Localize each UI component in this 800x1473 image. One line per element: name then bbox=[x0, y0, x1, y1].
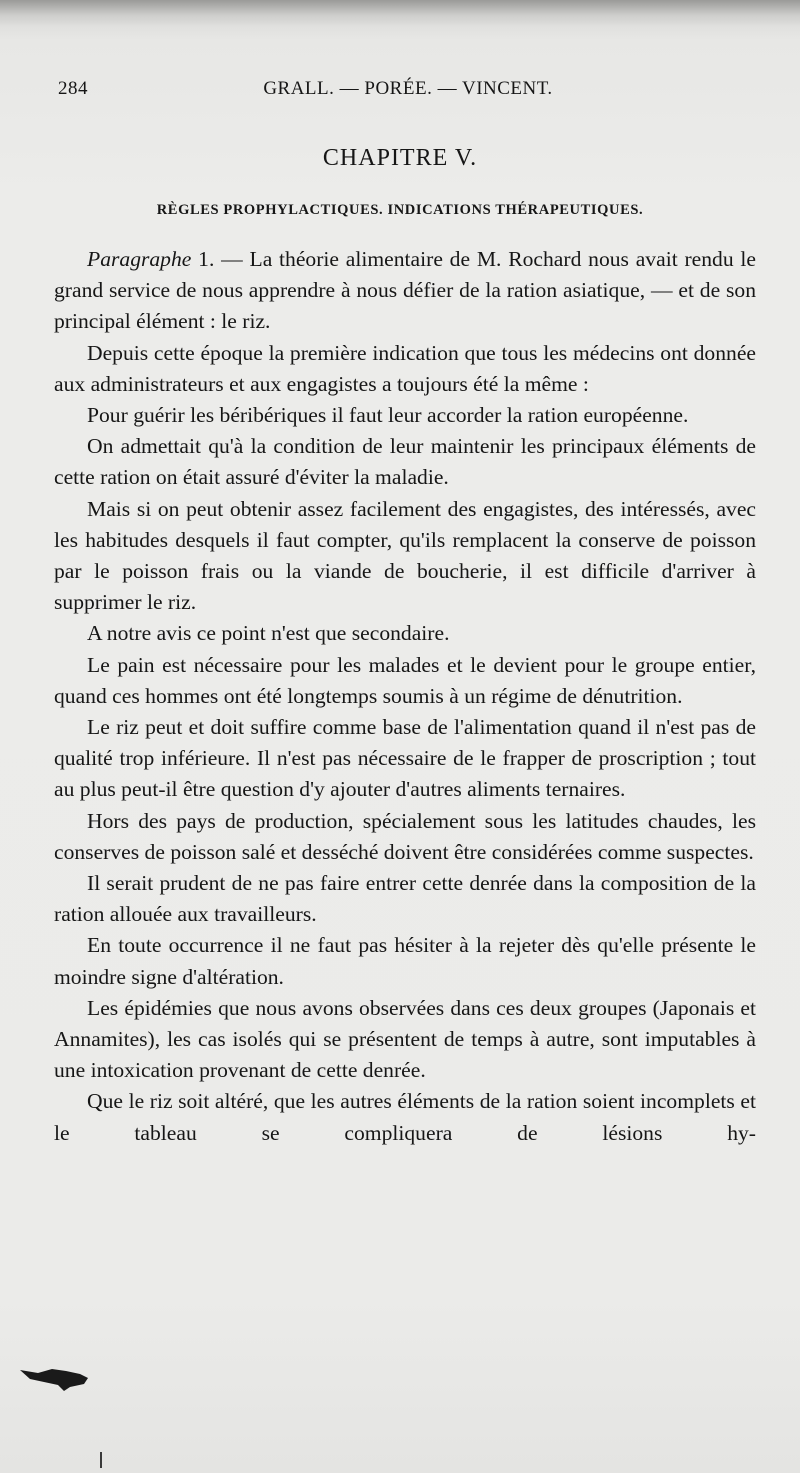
chapter-title: CHAPITRE V. bbox=[322, 145, 478, 171]
paragraph: On admettait qu'à la condition de leur maintenir les principaux éléments de cette ration on était assuré d'éviter la maladie. bbox=[54, 434, 756, 490]
running-head-authors: GRALL. — PORÉE. — VINCENT. bbox=[263, 78, 553, 99]
paragraph-lead: Paragraphe bbox=[87, 247, 192, 271]
paragraph: Le pain est nécessaire pour les malades et le devient pour le groupe entier, quand ces hommes ont été longtemps soumis à un régime de dénutrition. bbox=[54, 652, 756, 708]
paragraph: Pour guérir les béribériques il faut leur accorder la ration européenne. bbox=[87, 403, 689, 428]
paragraph bbox=[54, 244, 756, 338]
running-head bbox=[58, 78, 758, 102]
section-title: RÈGLES PROPHYLACTIQUES. INDICATIONS THÉRAPEUTIQUES. bbox=[156, 202, 644, 218]
paragraph: Que le riz soit altéré, que les autres éléments de la ration soient incomplets et le tableau se compliquera de lésions hy- bbox=[54, 1089, 756, 1145]
body-text bbox=[54, 244, 756, 1149]
paragraph-text: 1. — La théorie alimentaire de M. Rochard nous avait rendu le grand service de nous apprendre à nous défier de la ration asiatique, — et de son principal élément : le riz. bbox=[54, 247, 756, 334]
scan-tick-mark bbox=[100, 1452, 102, 1468]
scanned-page-edge bbox=[0, 0, 800, 26]
ink-blot-mark bbox=[18, 1360, 92, 1392]
page-number: 284 bbox=[58, 78, 88, 99]
paragraph: Les épidémies que nous avons observées dans ces deux groupes (Japonais et Annamites), les cas isolés qui se présentent de temps à autre, sont imputables à une intoxication provenant de cette denrée. bbox=[54, 995, 756, 1083]
paragraph: Le riz peut et doit suffire comme base de l'alimentation quand il n'est pas de qualité trop inférieure. Il n'est pas nécessaire de le frapper de proscription ; tout au plus peut-il être question d'y ajouter d'autres aliments ternaires. bbox=[54, 715, 756, 802]
paragraph: Hors des pays de production, spécialement sous les latitudes chaudes, les conserves de poisson salé et desséché doivent être considérées comme suspectes. bbox=[54, 808, 756, 864]
paragraph: A notre avis ce point n'est que secondaire. bbox=[87, 621, 450, 646]
paragraph: En toute occurrence il ne faut pas hésiter à la rejeter dès qu'elle présente le moindre signe d'altération. bbox=[54, 933, 756, 989]
paragraph: Il serait prudent de ne pas faire entrer cette denrée dans la composition de la ration allouée aux travailleurs. bbox=[54, 871, 756, 927]
paragraph: Depuis cette époque la première indication que tous les médecins ont donnée aux administrateurs et aux engagistes a toujours été la même : bbox=[54, 340, 756, 396]
paragraph: Mais si on peut obtenir assez facilement des engagistes, des intéressés, avec les habitudes desquels il faut compter, qu'ils remplacent la conserve de poisson par le poisson frais ou la viande de boucherie, il est difficile d'arriver à supprimer le riz. bbox=[54, 496, 756, 615]
